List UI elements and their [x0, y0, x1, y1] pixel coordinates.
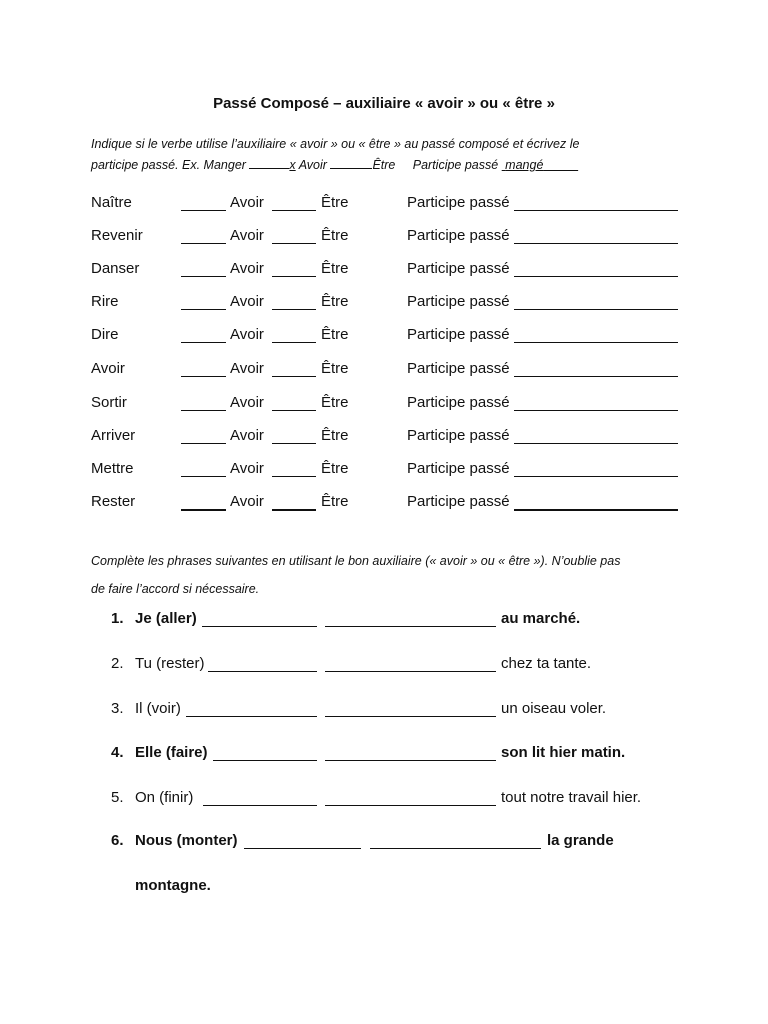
avoir-answer-blank[interactable]: [181, 260, 226, 277]
etre-label: Être: [321, 360, 349, 377]
participe-passe-label: Participe passé: [407, 326, 510, 343]
verb-row: [0, 227, 768, 249]
item-number: 1.: [111, 610, 124, 627]
avoir-label: Avoir: [230, 427, 264, 444]
verb-row: [0, 460, 768, 482]
item-ending: au marché.: [501, 610, 581, 627]
participe-passe-blank[interactable]: [514, 260, 678, 277]
auxiliary-blank[interactable]: [213, 744, 317, 761]
participe-passe-blank[interactable]: [514, 326, 678, 343]
sentence-item: [0, 744, 768, 766]
avoir-answer-blank[interactable]: [181, 460, 226, 477]
etre-answer-blank[interactable]: [272, 427, 316, 444]
participle-blank[interactable]: [325, 789, 496, 806]
avoir-answer-blank[interactable]: [181, 194, 226, 211]
etre-label: Être: [321, 427, 349, 444]
example-blank-2: [330, 156, 372, 169]
verb-name: Rester: [91, 493, 136, 510]
part1-instruction-line1: Indique si le verbe utilise l’auxiliaire « avoir » ou « être » au passé composé et écrivez le: [91, 137, 580, 151]
participe-passe-label: Participe passé: [407, 460, 510, 477]
participe-passe-label: Participe passé: [407, 194, 510, 211]
participle-blank[interactable]: [325, 610, 496, 627]
verb-name: Danser: [91, 260, 140, 277]
sentence-item: [0, 789, 768, 811]
etre-answer-blank[interactable]: [272, 227, 316, 244]
etre-label: Être: [321, 326, 349, 343]
avoir-label: Avoir: [230, 493, 264, 510]
etre-answer-blank[interactable]: [272, 394, 316, 411]
avoir-label: Avoir: [230, 260, 264, 277]
sentence-item: [0, 655, 768, 677]
verb-name: Mettre: [91, 460, 134, 477]
verb-row: [0, 260, 768, 282]
participe-passe-blank[interactable]: [514, 460, 678, 477]
item6-continuation: montagne.: [135, 877, 211, 894]
participle-blank[interactable]: [325, 655, 496, 672]
participe-passe-label: Participe passé: [407, 260, 510, 277]
avoir-label: Avoir: [230, 194, 264, 211]
participe-passe-blank[interactable]: [514, 394, 678, 411]
verb-name: Rire: [91, 293, 119, 310]
item-ending: tout notre travail hier.: [501, 789, 642, 806]
etre-label: Être: [321, 194, 349, 211]
avoir-label: Avoir: [230, 460, 264, 477]
avoir-label: Avoir: [230, 394, 264, 411]
part2-instruction-line2: de faire l’accord si nécessaire.: [91, 582, 260, 596]
item-number: 3.: [111, 700, 124, 717]
etre-answer-blank[interactable]: [272, 493, 316, 511]
example-pp-value: mangé: [505, 158, 544, 172]
etre-label: Être: [321, 493, 349, 510]
auxiliary-blank[interactable]: [244, 832, 361, 849]
avoir-answer-blank[interactable]: [181, 493, 226, 511]
verb-row: [0, 360, 768, 382]
etre-answer-blank[interactable]: [272, 194, 316, 211]
item-subject: Nous (monter): [135, 832, 238, 849]
participe-passe-blank[interactable]: [514, 194, 678, 211]
avoir-label: Avoir: [230, 293, 264, 310]
etre-answer-blank[interactable]: [272, 293, 316, 310]
participe-passe-label: Participe passé: [407, 394, 510, 411]
verb-row: [0, 394, 768, 416]
auxiliary-blank[interactable]: [186, 700, 317, 717]
avoir-answer-blank[interactable]: [181, 427, 226, 444]
verb-row: [0, 493, 768, 515]
verb-row: [0, 194, 768, 216]
item-subject: On (finir): [135, 789, 194, 806]
example-avoir: Avoir: [298, 158, 327, 172]
participle-blank[interactable]: [325, 744, 496, 761]
auxiliary-blank[interactable]: [208, 655, 317, 672]
item-subject: Je (aller): [135, 610, 197, 627]
etre-label: Être: [321, 293, 349, 310]
sentence-item: [0, 700, 768, 722]
item-number: 6.: [111, 832, 124, 849]
avoir-label: Avoir: [230, 326, 264, 343]
avoir-answer-blank[interactable]: [181, 293, 226, 310]
example-prefix: participe passé. Ex. Manger: [91, 158, 250, 172]
etre-label: Être: [321, 227, 349, 244]
etre-answer-blank[interactable]: [272, 360, 316, 377]
participe-passe-blank[interactable]: [514, 427, 678, 444]
verb-row: [0, 326, 768, 348]
etre-label: Être: [321, 460, 349, 477]
participe-passe-blank[interactable]: [514, 493, 678, 511]
example-mark: x: [289, 158, 296, 172]
verb-row: [0, 427, 768, 449]
auxiliary-blank[interactable]: [203, 789, 317, 806]
participe-passe-label: Participe passé: [407, 360, 510, 377]
avoir-label: Avoir: [230, 227, 264, 244]
participle-blank[interactable]: [370, 832, 541, 849]
example-etre: Être: [372, 158, 396, 172]
participe-passe-label: Participe passé: [407, 227, 510, 244]
participe-passe-label: Participe passé: [407, 427, 510, 444]
item-subject: Tu (rester): [135, 655, 205, 672]
item-number: 5.: [111, 789, 124, 806]
verb-name: Avoir: [91, 360, 125, 377]
participe-passe-label: Participe passé: [407, 293, 510, 310]
participe-passe-label: Participe passé: [407, 493, 510, 510]
item-ending: son lit hier matin.: [501, 744, 626, 761]
example-blank-1: [249, 156, 289, 169]
etre-label: Être: [321, 260, 349, 277]
participe-passe-blank[interactable]: [514, 293, 678, 310]
avoir-answer-blank[interactable]: [181, 360, 226, 377]
sentence-item: [0, 832, 768, 854]
verb-name: Arriver: [91, 427, 136, 444]
part2-instruction-line1: Complète les phrases suivantes en utilisant le bon auxiliaire (« avoir » ou « être »). N’oublie pas: [91, 554, 621, 568]
auxiliary-blank[interactable]: [202, 610, 317, 627]
etre-answer-blank[interactable]: [272, 460, 316, 477]
item-subject: Elle (faire): [135, 744, 208, 761]
item-ending: un oiseau voler.: [501, 700, 607, 717]
avoir-answer-blank[interactable]: [181, 326, 226, 343]
verb-name: Dire: [91, 326, 119, 343]
verb-name: Revenir: [91, 227, 143, 244]
item-ending: chez ta tante.: [501, 655, 592, 672]
worksheet-title: Passé Composé – auxiliaire « avoir » ou « être »: [213, 95, 555, 112]
avoir-answer-blank[interactable]: [181, 394, 226, 411]
verb-row: [0, 293, 768, 315]
etre-answer-blank[interactable]: [272, 326, 316, 343]
avoir-answer-blank[interactable]: [181, 227, 226, 244]
verb-name: Sortir: [91, 394, 127, 411]
avoir-label: Avoir: [230, 360, 264, 377]
item-subject: Il (voir): [135, 700, 181, 717]
etre-label: Être: [321, 394, 349, 411]
sentence-item: [0, 610, 768, 632]
item-number: 4.: [111, 744, 124, 761]
participle-blank[interactable]: [325, 700, 496, 717]
verb-name: Naître: [91, 194, 132, 211]
example-pp-label: Participe passé: [412, 158, 502, 172]
etre-answer-blank[interactable]: [272, 260, 316, 277]
participe-passe-blank[interactable]: [514, 227, 678, 244]
item-ending: la grande: [547, 832, 614, 849]
part1-instruction-line2: [91, 156, 578, 172]
participe-passe-blank[interactable]: [514, 360, 678, 377]
item-number: 2.: [111, 655, 124, 672]
